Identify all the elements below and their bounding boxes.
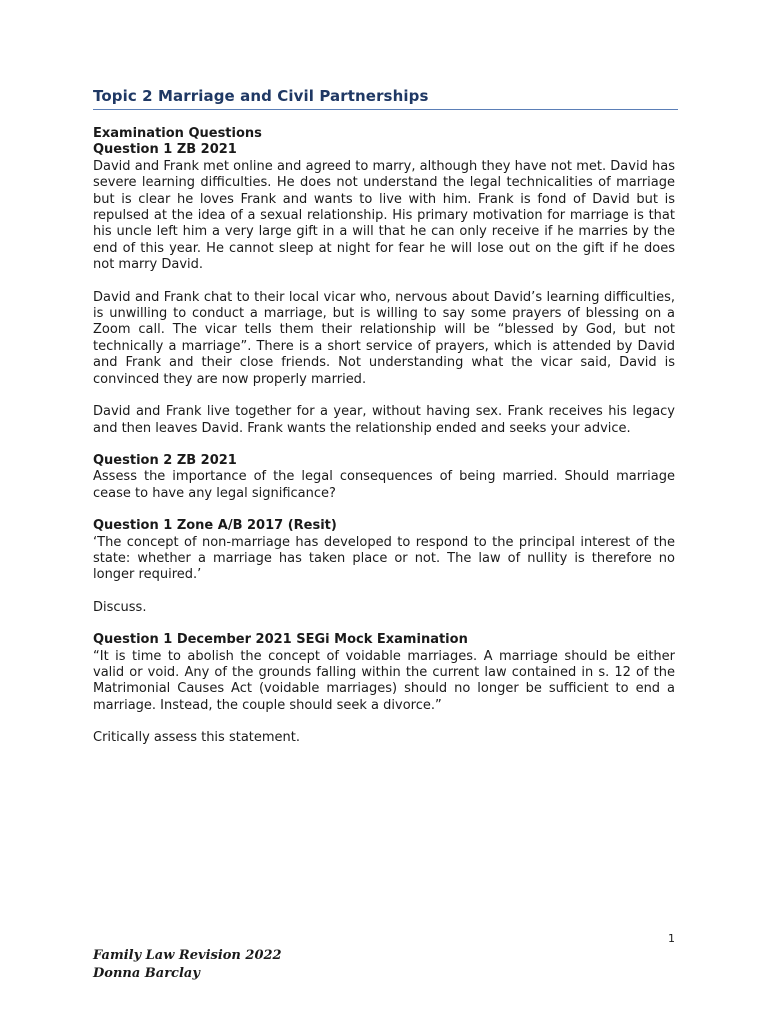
question-heading: Question 1 December 2021 SEGi Mock Examination	[93, 632, 468, 648]
question-instruction: Critically assess this statement.	[93, 730, 301, 746]
question-paragraph: ‘The concept of non-marriage has developed to respond to the principal interest of the state: whether a marriage has taken place or not. The law of nullity is therefore no longer required.’	[93, 534, 675, 583]
document-body	[93, 126, 675, 747]
question-paragraph: David and Frank live together for a year, without having sex. Frank receives his legacy and then leaves David. Frank wants the relationship ended and seeks your advice.	[93, 404, 675, 436]
question-heading: Question 1 Zone A/B 2017 (Resit)	[93, 518, 337, 534]
question-heading: Question 1 ZB 2021	[93, 142, 237, 158]
question-paragraph: “It is time to abolish the concept of voidable marriages. A marriage should be either valid or void. Any of the grounds falling within the current law contained in s. 12 of the Matrimonial Causes Act (voidable marriages) should no longer be sufficient to end a marriage. Instead, the couple should seek a divorce.”	[93, 648, 675, 713]
footer-line: Family Law Revision 2022	[93, 948, 282, 963]
question-paragraph: Assess the importance of the legal consequences of being married. Should marriage cease to have any legal significance?	[93, 469, 675, 501]
page-title: Topic 2 Marriage and Civil Partnerships	[93, 87, 678, 110]
section-heading: Examination Questions	[93, 126, 262, 141]
page-number: 1	[668, 932, 675, 945]
footer	[93, 947, 282, 983]
question-instruction: Discuss.	[93, 599, 147, 615]
footer-author: Donna Barclay	[93, 966, 200, 981]
question-heading: Question 2 ZB 2021	[93, 452, 237, 468]
question-paragraph: David and Frank met online and agreed to marry, although they have not met. David has severe learning difficulties. He does not understand the legal technicalities of marriage but is clear he loves Frank and wants to live with him. Frank is fond of David but is repulsed at the idea of a sexual relationship. His primary motivation for marriage is that his uncle left him a very large gift in a will that he can only receive if he marries by the end of this year. He cannot sleep at night for fear he will lose out on the gift if he does not marry David.	[93, 158, 675, 273]
question-paragraph: David and Frank chat to their local vicar who, nervous about David’s learning difficulties, is unwilling to conduct a marriage, but is willing to say some prayers of blessing on a Zoom call. The vicar tells them their relationship will be “blessed by God, but not technically a marriage”. There is a short service of prayers, which is attended by David and Frank and their close friends. Not understanding what the vicar said, David is convinced they are now properly married.	[93, 289, 675, 387]
